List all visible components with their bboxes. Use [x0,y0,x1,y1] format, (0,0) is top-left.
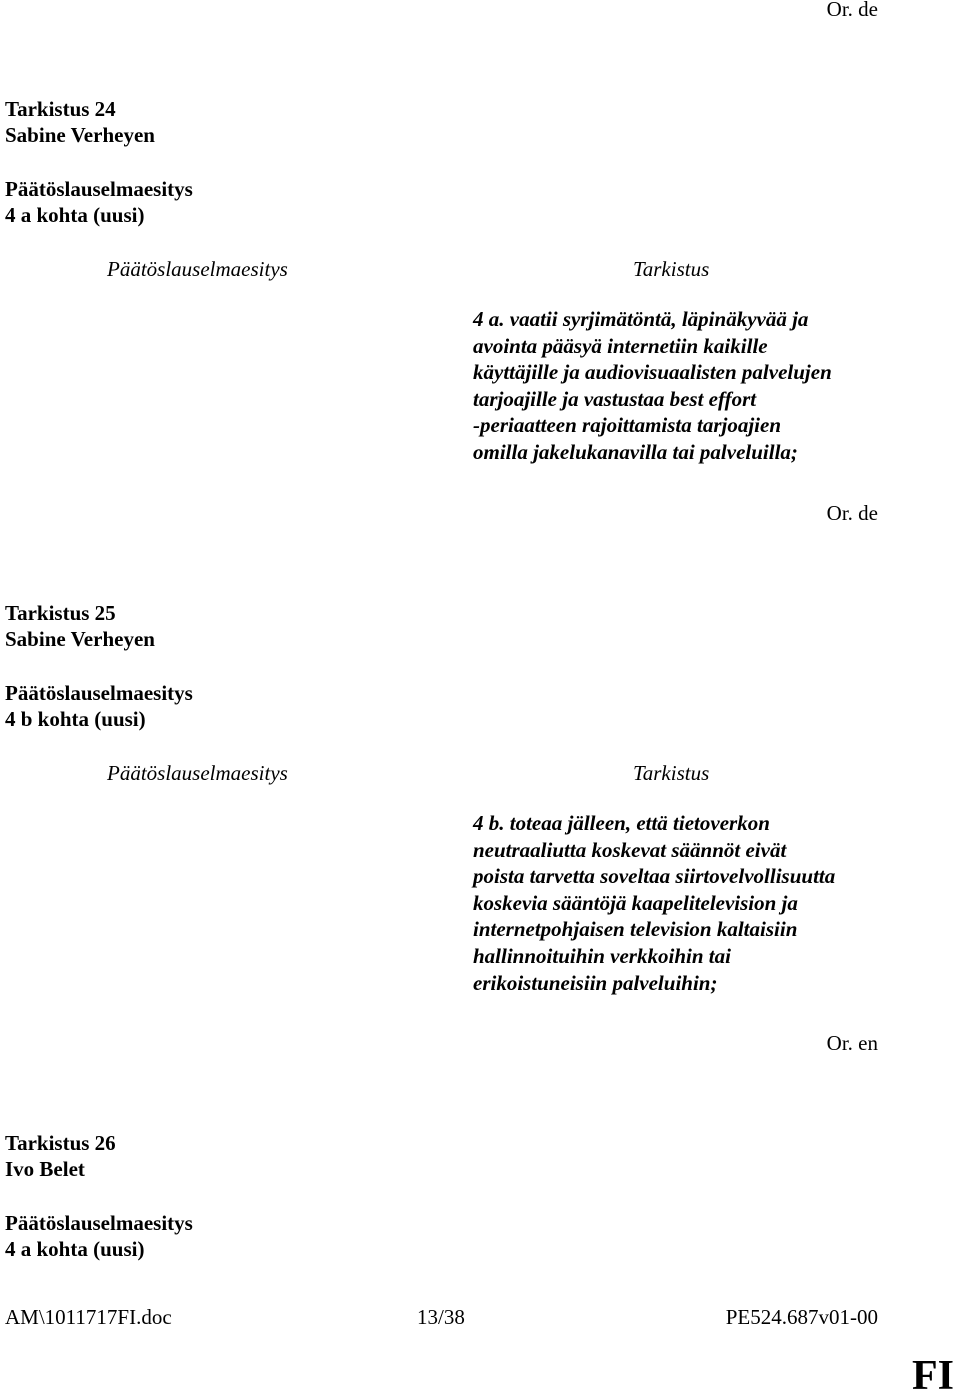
text-line: käyttäjille ja audiovisuaalisten palvelujen [473,360,832,385]
column-header-left: Päätöslauselmaesitys [107,761,288,785]
text-line: avointa pääsyä internetiin kaikille [473,333,768,358]
amendment-title: Tarkistus 25 [5,601,116,625]
amendment-paragraph: 4 a kohta (uusi) [5,1237,145,1261]
footer-file: AM\1011717FI.doc [5,1305,172,1329]
origin-label: Or. de [826,0,878,21]
text-line: poista tarvetta soveltaa siirtovelvollisuutta [473,864,836,889]
text-line: tarjoajille ja vastustaa best effort [473,386,757,411]
text-line: 4 a. vaatii syrjimätöntä, läpinäkyvää ja [473,307,809,331]
text-line: -periaatteen rajoittamista tarjoajien [473,413,782,438]
origin-label: Or. en [826,1031,878,1055]
amendment-doc: Päätöslauselmaesitys [5,1211,193,1235]
footer-reference: PE524.687v01-00 [725,1305,878,1329]
amendment-author: Sabine Verheyen [5,123,155,147]
column-header-left: Päätöslauselmaesitys [107,257,288,281]
amendment-doc: Päätöslauselmaesitys [5,681,193,705]
text-line: internetpohjaisen television kaltaisiin [473,917,798,942]
amendment-text [473,810,893,996]
footer-language: FI [912,1353,954,1399]
amendment-author: Ivo Belet [5,1157,85,1181]
text-line: omilla jakelukanavilla tai palveluilla; [473,439,798,464]
text-line: hallinnoituihin verkkoihin tai [473,943,731,968]
text-line: erikoistuneisiin palveluihin; [473,970,718,995]
amendment-title: Tarkistus 24 [5,97,116,121]
column-header-right: Tarkistus [633,257,710,281]
origin-label: Or. de [826,501,878,525]
amendment-author: Sabine Verheyen [5,627,155,651]
text-line: neutraaliutta koskevat säännöt eivät [473,837,787,862]
amendment-text [473,306,893,466]
text-line: 4 b. toteaa jälleen, että tietoverkon [473,811,770,835]
footer-page-number: 13/38 [417,1305,465,1329]
amendment-doc: Päätöslauselmaesitys [5,177,193,201]
amendment-title: Tarkistus 26 [5,1131,116,1155]
amendment-paragraph: 4 b kohta (uusi) [5,707,146,731]
column-header-right: Tarkistus [633,761,710,785]
amendment-paragraph: 4 a kohta (uusi) [5,203,145,227]
text-line: koskevia sääntöjä kaapelitelevision ja [473,890,798,915]
